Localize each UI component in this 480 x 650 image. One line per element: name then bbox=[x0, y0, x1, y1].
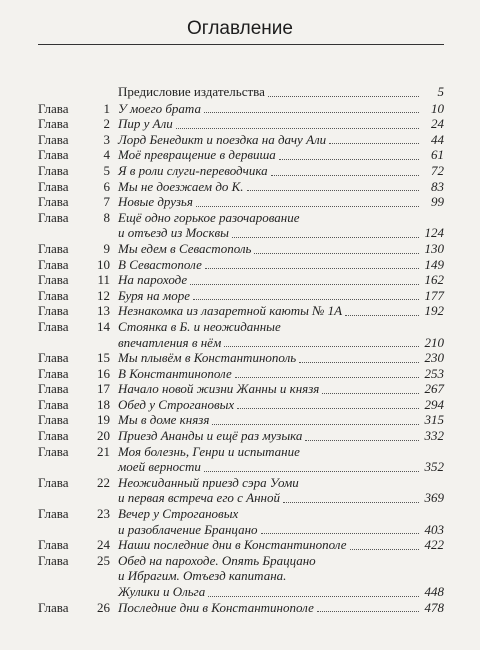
list-item bbox=[0, 350, 480, 366]
chapter-number: 13 bbox=[97, 303, 110, 319]
chapter-entry bbox=[118, 444, 444, 475]
page-number: 72 bbox=[431, 162, 444, 178]
chapter-label: Глава bbox=[38, 365, 69, 381]
chapter-number: 6 bbox=[103, 178, 110, 194]
chapter-number: 24 bbox=[97, 537, 110, 553]
dot-leader bbox=[237, 408, 419, 409]
chapter-title-line bbox=[118, 179, 444, 195]
page-number: 315 bbox=[424, 412, 444, 428]
chapter-title-line bbox=[118, 459, 444, 475]
chapter-entry bbox=[118, 179, 444, 195]
chapter-title-line bbox=[118, 490, 444, 506]
chapter-title-line bbox=[118, 147, 444, 163]
dot-leader bbox=[261, 533, 419, 534]
chapter-title: Пир у Али bbox=[118, 116, 173, 132]
page-number: 162 bbox=[424, 272, 444, 288]
chapter-title: Буря на море bbox=[118, 287, 190, 303]
chapter-number: 26 bbox=[97, 599, 110, 615]
chapter-label: Глава bbox=[38, 303, 69, 319]
dot-leader bbox=[345, 315, 419, 316]
chapter-label: Глава bbox=[38, 537, 69, 553]
chapter-entry bbox=[118, 319, 444, 350]
chapter-label: Глава bbox=[38, 552, 69, 568]
list-item bbox=[0, 163, 480, 179]
dot-leader bbox=[208, 596, 419, 597]
dot-leader bbox=[193, 299, 419, 300]
chapter-title-line bbox=[118, 568, 444, 584]
chapter-label: Глава bbox=[38, 428, 69, 444]
chapter-number: 9 bbox=[103, 240, 110, 256]
chapter-entry bbox=[118, 397, 444, 413]
dot-leader bbox=[271, 175, 419, 176]
chapter-label: Глава bbox=[38, 162, 69, 178]
chapter-label: Глава bbox=[38, 194, 69, 210]
list-item bbox=[0, 179, 480, 195]
chapter-title: и Ибрагим. Отъезд капитана. bbox=[118, 568, 287, 584]
chapter-entry bbox=[118, 132, 444, 148]
dot-leader bbox=[204, 471, 419, 472]
list-item bbox=[0, 428, 480, 444]
chapter-title-line bbox=[118, 412, 444, 428]
list-item bbox=[0, 475, 480, 506]
preface-line bbox=[118, 84, 444, 100]
dot-leader bbox=[204, 112, 419, 113]
dot-leader bbox=[350, 549, 419, 550]
chapter-number: 1 bbox=[103, 100, 110, 116]
chapter-entry bbox=[118, 428, 444, 444]
chapter-label: Глава bbox=[38, 209, 69, 225]
chapter-title: Неожиданный приезд сэра Уоми bbox=[118, 474, 299, 490]
chapter-label: Глава bbox=[38, 116, 69, 132]
chapter-title-line bbox=[118, 381, 444, 397]
dot-leader bbox=[247, 190, 419, 191]
chapter-title-line bbox=[118, 116, 444, 132]
chapter-title: Мы не доезжаем до К. bbox=[118, 178, 244, 194]
chapter-title-line bbox=[118, 350, 444, 366]
chapter-number: 15 bbox=[97, 350, 110, 366]
dot-leader bbox=[299, 362, 419, 363]
chapter-number: 23 bbox=[97, 506, 110, 522]
dot-leader bbox=[235, 377, 419, 378]
page-number: 294 bbox=[424, 396, 444, 412]
chapter-title-line bbox=[118, 288, 444, 304]
dot-leader bbox=[268, 96, 419, 97]
preface-title: Предисловие издательства bbox=[118, 84, 265, 99]
chapter-title: Вечер у Строгановых bbox=[118, 506, 239, 522]
page-number: 124 bbox=[424, 225, 444, 241]
chapter-title-line bbox=[118, 303, 444, 319]
chapter-number: 11 bbox=[97, 272, 110, 288]
chapter-title-line bbox=[118, 163, 444, 179]
chapter-label: Глава bbox=[38, 240, 69, 256]
table-of-contents bbox=[0, 84, 480, 615]
list-item bbox=[0, 366, 480, 382]
chapter-label: Глава bbox=[38, 474, 69, 490]
list-item bbox=[0, 147, 480, 163]
chapter-title-line bbox=[118, 241, 444, 257]
page-title: Оглавление bbox=[187, 18, 293, 39]
chapter-number: 5 bbox=[103, 162, 110, 178]
page-number: 149 bbox=[424, 256, 444, 272]
chapter-number: 19 bbox=[97, 412, 110, 428]
dot-leader bbox=[329, 143, 419, 144]
chapter-entry bbox=[118, 257, 444, 273]
chapter-title-line bbox=[118, 272, 444, 288]
chapter-entry bbox=[118, 350, 444, 366]
chapter-title-line bbox=[118, 475, 444, 491]
chapter-title: Моя болезнь, Генри и испытание bbox=[118, 443, 300, 459]
chapter-title: и разоблачение Бранцано bbox=[118, 521, 258, 537]
list-item bbox=[0, 257, 480, 273]
list-item bbox=[0, 444, 480, 475]
preface-row bbox=[0, 84, 480, 100]
dot-leader bbox=[317, 611, 419, 612]
chapter-entry bbox=[118, 241, 444, 257]
chapter-number: 21 bbox=[97, 443, 110, 459]
chapter-label: Глава bbox=[38, 412, 69, 428]
chapter-title-line bbox=[118, 506, 444, 522]
page-number: 177 bbox=[424, 287, 444, 303]
list-item bbox=[0, 319, 480, 350]
chapter-title-line bbox=[118, 537, 444, 553]
chapter-entry bbox=[118, 412, 444, 428]
chapter-number: 20 bbox=[97, 428, 110, 444]
page-number: 192 bbox=[424, 303, 444, 319]
dot-leader bbox=[322, 393, 419, 394]
page-number: 448 bbox=[424, 584, 444, 599]
page-number: 99 bbox=[431, 194, 444, 210]
page-number: 403 bbox=[424, 521, 444, 537]
chapter-label: Глава bbox=[38, 131, 69, 147]
chapter-entry bbox=[118, 600, 444, 616]
chapter-title-line bbox=[118, 210, 444, 226]
chapter-title: и первая встреча его с Анной bbox=[118, 490, 280, 506]
page-number: 352 bbox=[424, 459, 444, 475]
chapter-title-line bbox=[118, 132, 444, 148]
chapter-number: 7 bbox=[103, 194, 110, 210]
chapter-title-line bbox=[118, 522, 444, 538]
chapter-number: 4 bbox=[103, 147, 110, 163]
chapter-title: Я в роли слуги-переводчика bbox=[118, 162, 268, 178]
chapter-title: Ещё одно горькое разочарование bbox=[118, 209, 300, 225]
dot-leader bbox=[190, 284, 419, 285]
list-item bbox=[0, 412, 480, 428]
chapter-title-line bbox=[118, 319, 444, 335]
chapter-label: Глава bbox=[38, 178, 69, 194]
chapter-entry bbox=[118, 147, 444, 163]
chapter-entry bbox=[118, 101, 444, 117]
chapter-title-line bbox=[118, 444, 444, 460]
chapter-title: Наши последние дни в Константинополе bbox=[118, 537, 347, 553]
list-item bbox=[0, 381, 480, 397]
chapter-entry bbox=[118, 506, 444, 537]
page-number: 230 bbox=[424, 350, 444, 366]
list-item bbox=[0, 537, 480, 553]
chapter-entry bbox=[118, 475, 444, 506]
chapter-title-line bbox=[118, 584, 444, 600]
chapter-number: 12 bbox=[97, 287, 110, 303]
chapter-label: Глава bbox=[38, 381, 69, 397]
chapter-title: Новые друзья bbox=[118, 194, 193, 210]
chapter-title: Мы в доме князя bbox=[118, 412, 210, 428]
chapter-number: 22 bbox=[97, 474, 110, 490]
list-item bbox=[0, 210, 480, 241]
chapter-title-line bbox=[118, 397, 444, 413]
chapter-title: В Севастополе bbox=[118, 256, 202, 272]
chapter-label: Глава bbox=[38, 506, 69, 522]
page-number: 210 bbox=[424, 334, 444, 350]
chapter-number: 25 bbox=[97, 552, 110, 568]
list-item bbox=[0, 303, 480, 319]
page-number: 253 bbox=[424, 365, 444, 381]
chapter-title: Незнакомка из лазаретной каюты № 1А bbox=[118, 303, 343, 319]
dot-leader bbox=[279, 159, 419, 160]
list-item bbox=[0, 506, 480, 537]
dot-leader bbox=[205, 268, 419, 269]
list-item bbox=[0, 132, 480, 148]
dot-leader bbox=[224, 346, 419, 347]
chapter-label: Глава bbox=[38, 100, 69, 116]
chapter-label: Глава bbox=[38, 318, 69, 334]
chapter-title: Мы плывём в Константинополь bbox=[118, 350, 297, 366]
chapter-title: На пароходе bbox=[118, 272, 188, 288]
list-item bbox=[0, 272, 480, 288]
chapter-label: Глава bbox=[38, 443, 69, 459]
page-number: 10 bbox=[431, 100, 444, 116]
chapter-label: Глава bbox=[38, 272, 69, 288]
chapter-label: Глава bbox=[38, 599, 69, 615]
chapter-number: 14 bbox=[97, 318, 110, 334]
chapter-number: 8 bbox=[103, 209, 110, 225]
chapter-title: впечатления в нём bbox=[118, 334, 222, 350]
chapter-label: Глава bbox=[38, 287, 69, 303]
page-number: 267 bbox=[424, 381, 444, 397]
chapter-entry bbox=[118, 163, 444, 179]
list-item bbox=[0, 553, 480, 600]
chapter-title: Последние дни в Константинополе bbox=[118, 599, 314, 615]
chapter-title-line bbox=[118, 428, 444, 444]
chapter-title-line bbox=[118, 194, 444, 210]
chapter-title: Приезд Ананды и ещё раз музыка bbox=[118, 428, 303, 444]
chapter-label: Глава bbox=[38, 396, 69, 412]
list-item bbox=[0, 288, 480, 304]
dot-leader bbox=[254, 253, 419, 254]
chapter-title-line bbox=[118, 553, 444, 569]
chapter-title-line bbox=[118, 257, 444, 273]
chapter-title: Лорд Бенедикт и поездка на дачу Али bbox=[118, 131, 327, 147]
list-item bbox=[0, 241, 480, 257]
chapter-title: Моё превращение в дервиша bbox=[118, 147, 276, 163]
dot-leader bbox=[196, 206, 419, 207]
preface-entry bbox=[118, 84, 444, 100]
chapter-entry bbox=[118, 553, 444, 600]
list-item bbox=[0, 101, 480, 117]
page-number: 83 bbox=[431, 178, 444, 194]
chapter-title-line bbox=[118, 101, 444, 117]
page-number: 24 bbox=[431, 116, 444, 132]
chapter-title: Мы едем в Севастополь bbox=[118, 240, 252, 256]
chapter-title: моей верности bbox=[118, 459, 201, 475]
chapter-title: Обед на пароходе. Опять Браццано bbox=[118, 552, 316, 568]
page-number: 422 bbox=[424, 537, 444, 553]
chapter-label: Глава bbox=[38, 256, 69, 272]
chapter-title: и отъезд из Москвы bbox=[118, 225, 229, 241]
chapter-entry bbox=[118, 537, 444, 553]
chapter-entry bbox=[118, 381, 444, 397]
chapter-title-line bbox=[118, 600, 444, 616]
list-item bbox=[0, 600, 480, 616]
dot-leader bbox=[305, 440, 419, 441]
chapter-title-line bbox=[118, 366, 444, 382]
page-number: 478 bbox=[424, 599, 444, 615]
chapter-number: 17 bbox=[97, 381, 110, 397]
chapter-title: У моего брата bbox=[118, 100, 201, 116]
list-item bbox=[0, 397, 480, 413]
page-number: 44 bbox=[431, 131, 444, 147]
chapter-label: Глава bbox=[38, 147, 69, 163]
chapter-title: Стоянка в Б. и неожиданные bbox=[118, 318, 281, 334]
chapter-number: 18 bbox=[97, 396, 110, 412]
chapter-title: Начало новой жизни Жанны и князя bbox=[118, 381, 320, 397]
chapter-entry bbox=[118, 272, 444, 288]
chapter-number: 16 bbox=[97, 365, 110, 381]
page-number: 5 bbox=[437, 84, 444, 99]
page-number: 369 bbox=[424, 490, 444, 506]
list-item bbox=[0, 116, 480, 132]
chapter-entry bbox=[118, 288, 444, 304]
chapter-entry bbox=[118, 116, 444, 132]
page-number: 130 bbox=[424, 240, 444, 256]
chapter-number: 2 bbox=[103, 116, 110, 132]
chapter-label: Глава bbox=[38, 350, 69, 366]
chapter-entry bbox=[118, 194, 444, 210]
chapter-title-line bbox=[118, 225, 444, 241]
page-number: 61 bbox=[431, 147, 444, 163]
chapter-title: Жулики и Ольга bbox=[118, 584, 206, 599]
chapter-title-line bbox=[118, 335, 444, 351]
chapter-entry bbox=[118, 366, 444, 382]
chapter-number: 3 bbox=[103, 131, 110, 147]
chapter-title: Обед у Строгановых bbox=[118, 396, 235, 412]
chapter-entry bbox=[118, 210, 444, 241]
list-item bbox=[0, 194, 480, 210]
chapter-title: В Константинополе bbox=[118, 365, 232, 381]
page-number: 332 bbox=[424, 428, 444, 444]
chapter-number: 10 bbox=[97, 256, 110, 272]
dot-leader bbox=[212, 424, 419, 425]
title-divider bbox=[38, 44, 444, 45]
dot-leader bbox=[176, 128, 419, 129]
dot-leader bbox=[283, 502, 419, 503]
chapter-entry bbox=[118, 303, 444, 319]
dot-leader bbox=[232, 237, 419, 238]
